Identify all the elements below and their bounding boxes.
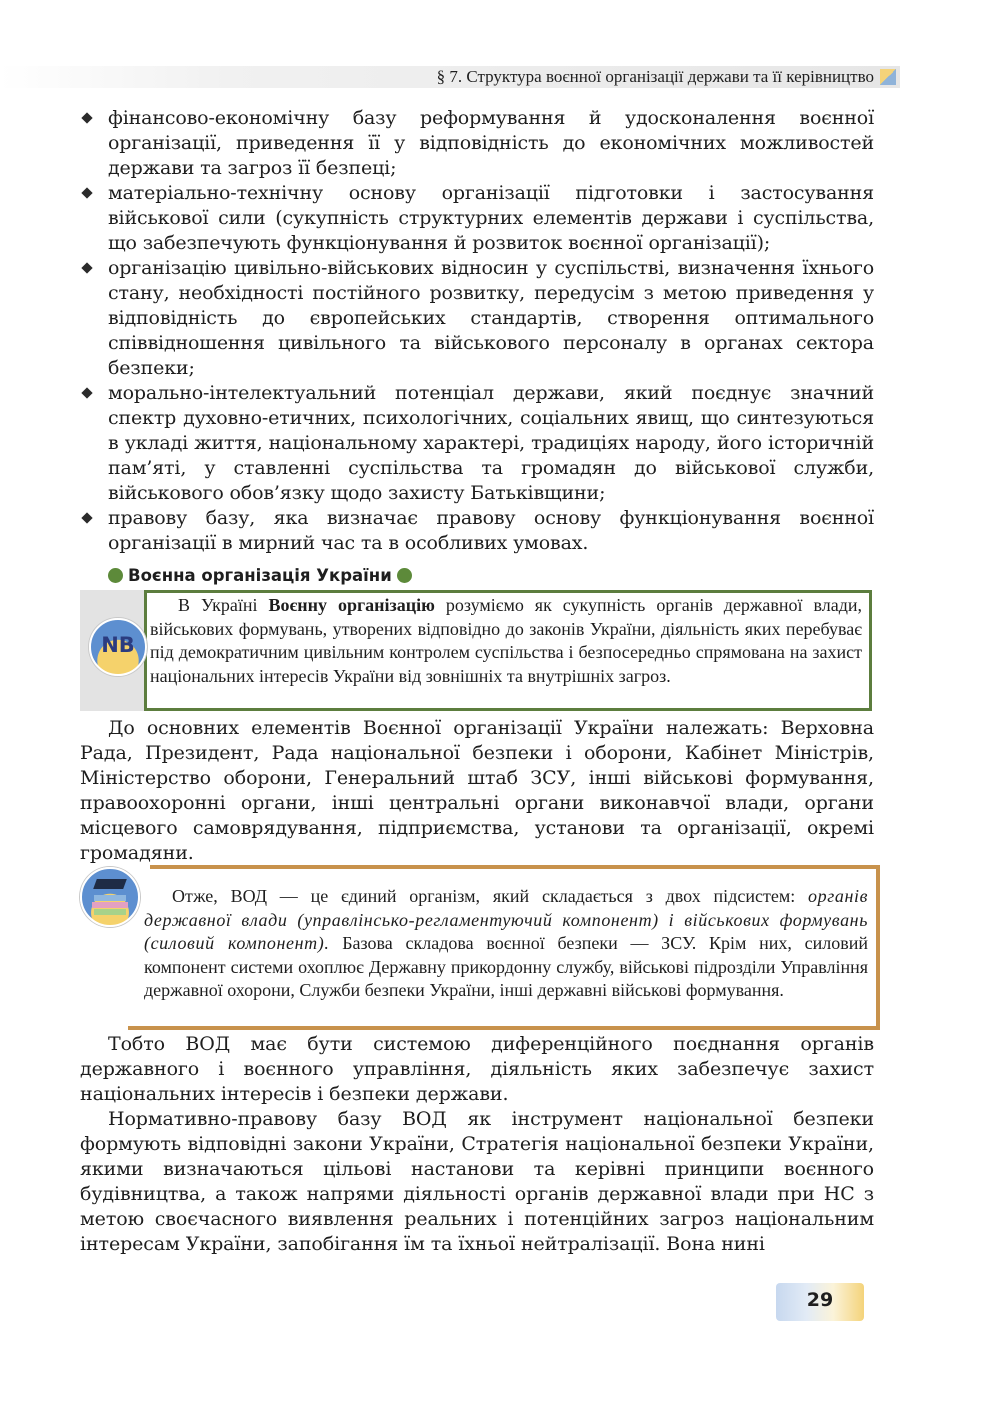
body-paragraph: До основних елементів Воєнної організації України належать: Верховна Рада, Президент, Рада національної безпеки і оборони, Кабінет Міністрів, Міністерство оборони, Генеральний штаб ЗСУ, інші військові формування, правоохоронні органи, інші центральні органи виконавчої влади, органи місцевого самоврядування, підприємства, установи та організації, окремі громадяни. xyxy=(80,717,874,864)
list-item: правову базу, яка визначає правову основу функціонування воєнної організації в мирний час та в особливих умовах. xyxy=(80,506,874,556)
page-number: 29 xyxy=(806,1289,834,1311)
list-item: організацію цивільно-військових відносин у суспільстві, визначення їхнього стану, необхідності постійного розвитку, передусім з метою приведення у відповідність до європейських стандартів, створення оптимального співвідношення цивільного та військового персоналу в органах сектора безпеки; xyxy=(80,256,874,381)
bullet-list xyxy=(80,106,874,556)
summary-text: Отже, ВОД — це єдиний організм, який складається з двох підсистем: органів державної влади (управлінсько-регламентуючий компонент) і військових формувань (силовий компонент). Базова складова воєнної безпеки — ЗСУ. Крім них, силовий компонент системи охоплює Державну прикордонну службу, військові підрозділи Управління державної охорони, Служби безпеки України, інші державні військові формування. xyxy=(144,886,868,1000)
body-paragraph: Тобто ВОД має бути системою диференційного поєднання органів державного і воєнного управління, діяльність яких забезпечує захист національних інтересів і безпеки держави. xyxy=(80,1033,874,1105)
summary-italic: органів державної влади (управлінсько-регламентуючий компонент) і військових формувань (силовий компонент). xyxy=(144,886,868,953)
diamond-bullet-icon xyxy=(81,112,92,123)
section-heading-text: Воєнна організація України xyxy=(128,566,392,585)
nb-logo-icon: NB xyxy=(89,618,147,676)
list-item: морально-інтелектуальний потенціал держави, який поєднує значний спектр духовно-етичних, психологічних, соціальних явищ, що синтезуються в укладі життя, національному характері, традиціях народу, його історичній пам’яті, у ставленні суспільства та громадян до військової служби, військового обов’язку щодо захисту Батьківщини; xyxy=(80,381,874,506)
diamond-bullet-icon xyxy=(81,387,92,398)
definition-text: В Україні Воєнну організацію розуміємо як сукупність органів державної влади, військових формувань, утворених відповідно до законів України, діяльність яких перебуває під демократичним цивільним контролем суспільства і безпосередньо спрямована на захист національних інтересів України від зовнішніх та внутрішніх загроз. xyxy=(150,595,862,686)
page-number-badge xyxy=(776,1283,864,1321)
definition-term: Воєнну організацію xyxy=(268,595,435,615)
list-item: матеріально-технічну основу організації підготовки і застосування військової сили (сукупність структурних елементів держави і суспільства, що забезпечують функціонування й розвиток воєнної організації); xyxy=(80,181,874,256)
definition-box xyxy=(80,590,872,711)
diamond-bullet-icon xyxy=(81,512,92,523)
diamond-bullet-icon xyxy=(81,262,92,273)
circle-bullet-icon xyxy=(108,568,123,583)
list-item: фінансово-економічну базу реформування й удосконалення воєнної організації, приведення її у відповідність до економічних можливостей держави та загроз її безпеці; xyxy=(80,106,874,181)
running-head-title: § 7. Структура воєнної організації держави та її керівництво xyxy=(436,67,874,86)
summary-box xyxy=(80,865,880,1030)
graduation-books-icon xyxy=(80,867,140,927)
section-heading xyxy=(108,566,412,585)
corner-flag-icon xyxy=(880,69,896,85)
circle-bullet-icon xyxy=(397,568,412,583)
running-head xyxy=(0,66,900,88)
diamond-bullet-icon xyxy=(81,187,92,198)
body-paragraph: Нормативно-правову базу ВОД як інструмент національної безпеки формують відповідні закони України, Стратегія національної безпеки України, якими визначаються цільові настанови та керівні принципи воєнного будівництва, а також напрями діяльності органів державної влади при НС з метою своєчасного виявлення реальних і потенційних загроз національним інтересам України, запобігання їм та їхньої нейтралізації. Вона нині xyxy=(80,1108,874,1255)
